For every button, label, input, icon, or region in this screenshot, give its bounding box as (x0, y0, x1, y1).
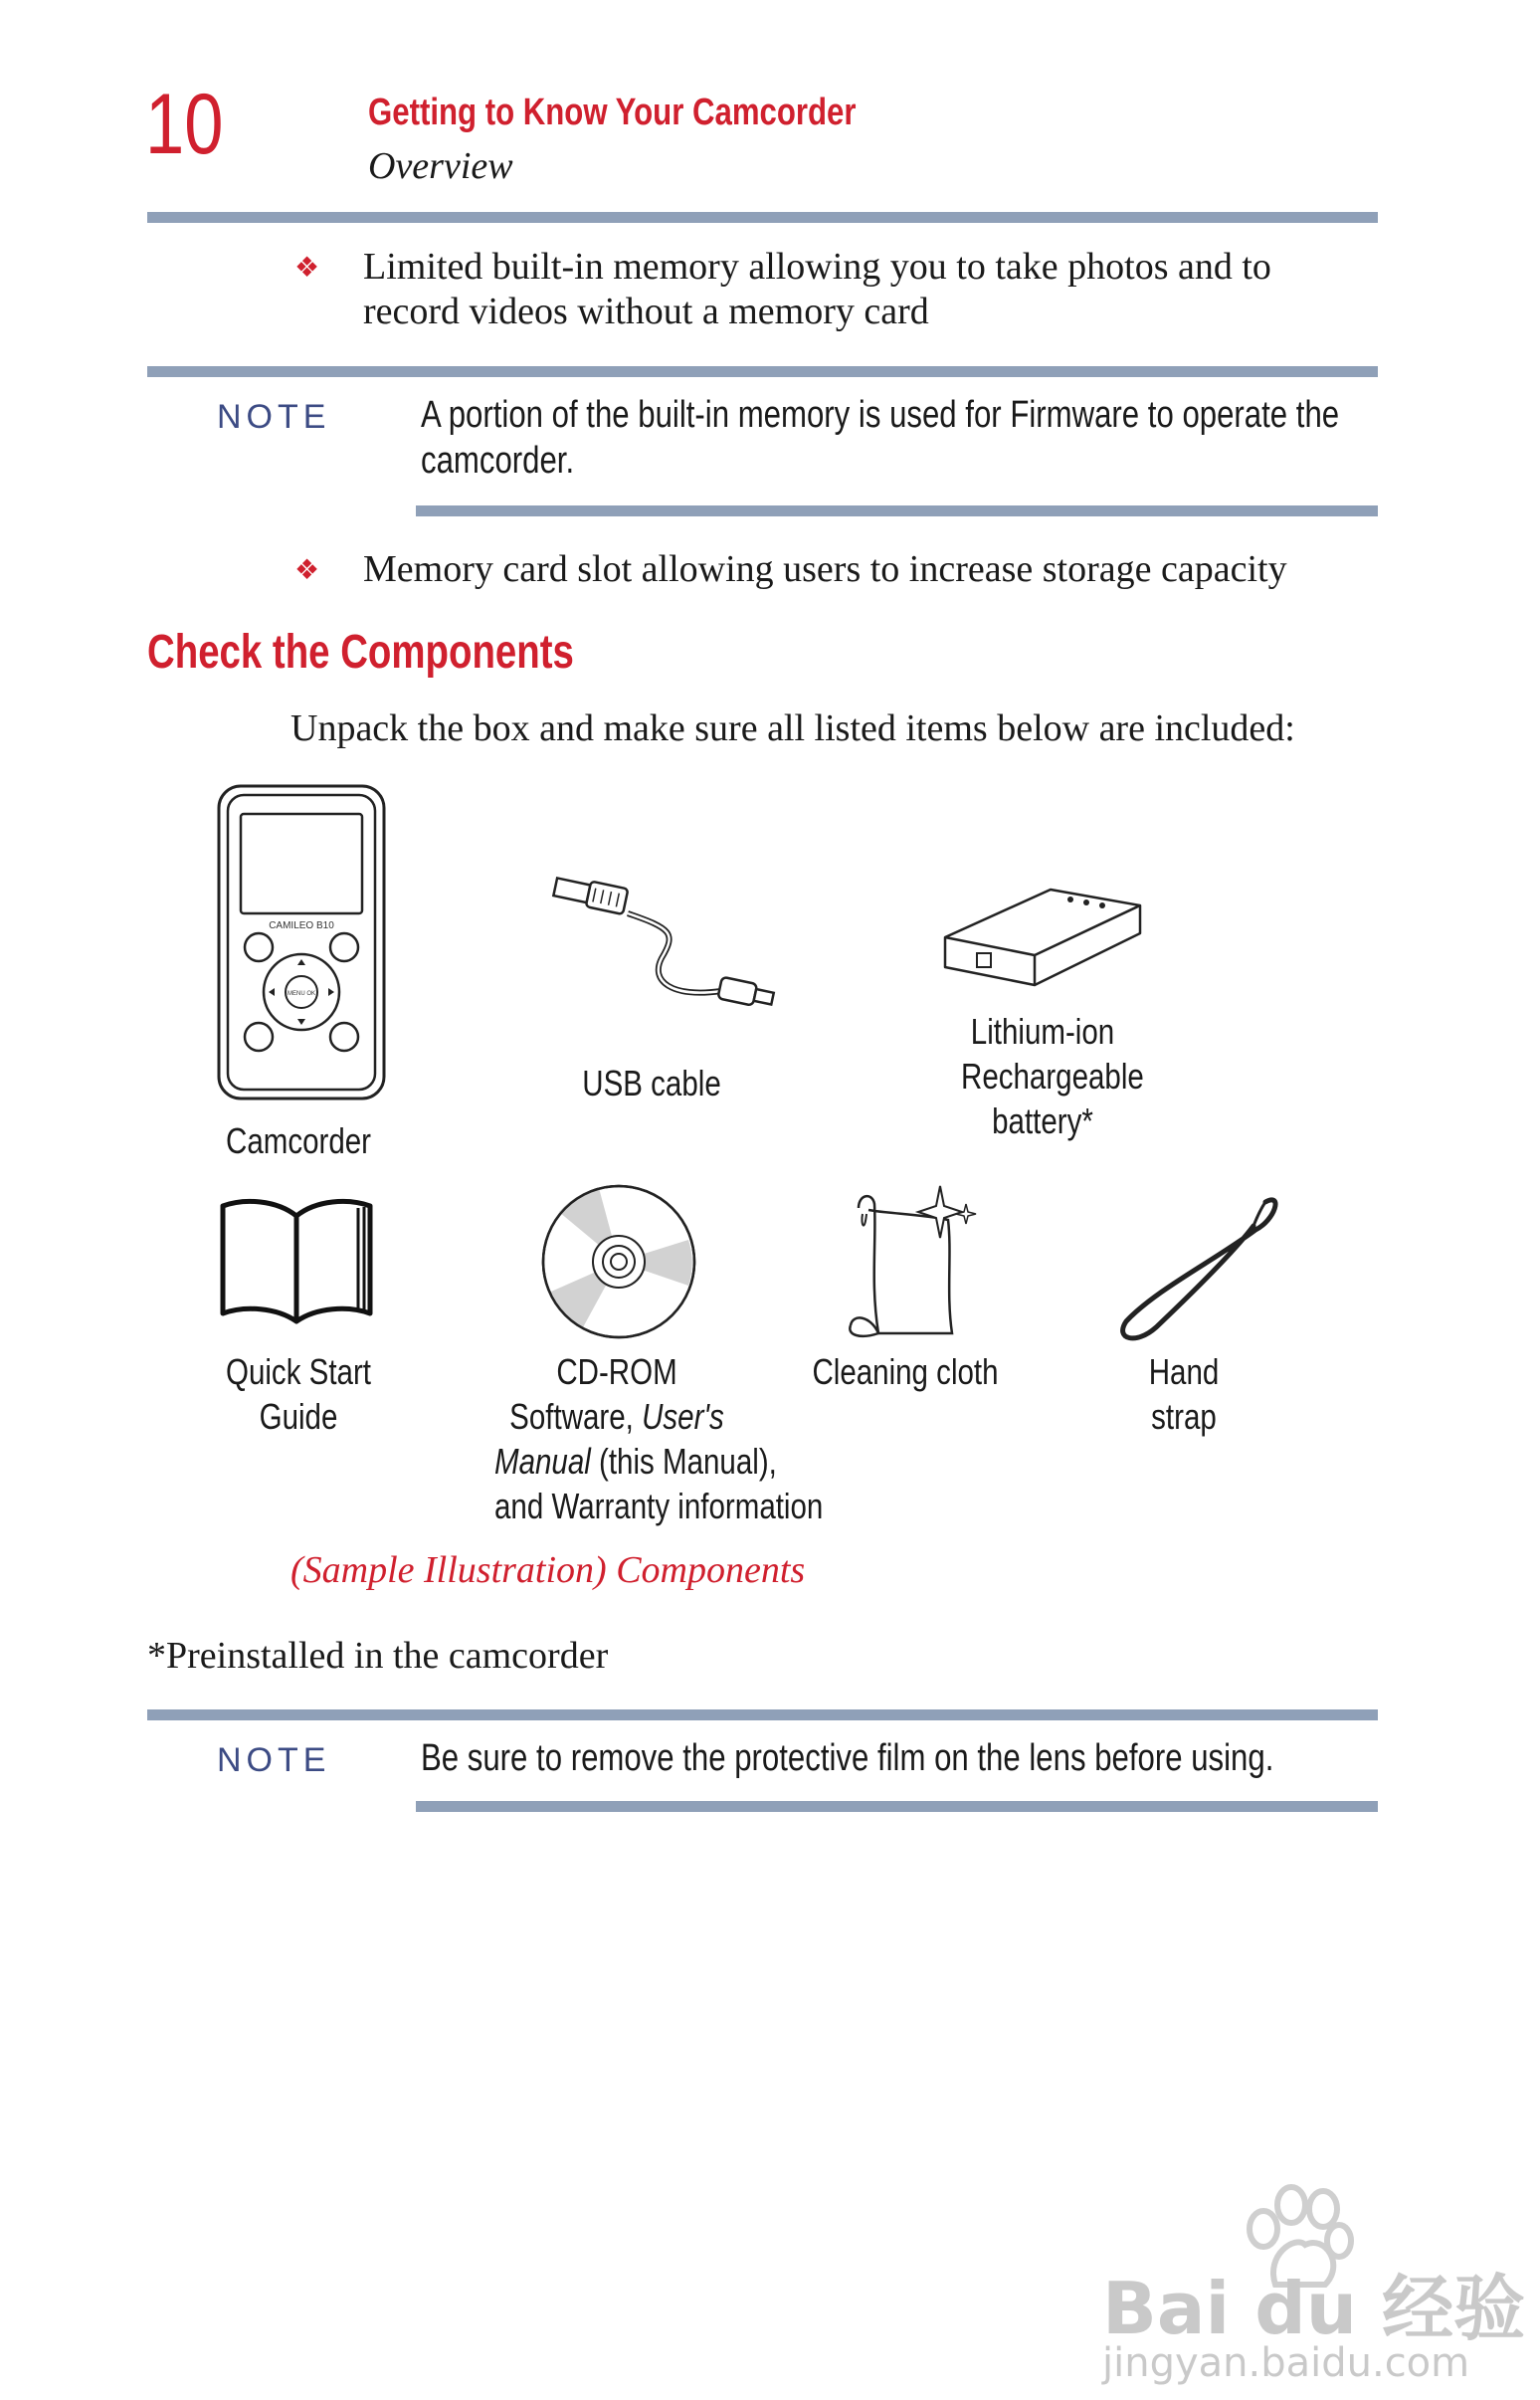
quick-start-guide-illustration (217, 1192, 376, 1325)
battery-illustration (941, 886, 1145, 995)
bullet-marker-icon: ❖ (294, 253, 320, 284)
note-line: A portion of the built-in memory is used for Firmware to operate the (421, 394, 1340, 436)
caption-line: CD-ROM (556, 1351, 677, 1392)
caption-camcorder (217, 1118, 380, 1163)
caption-italic-text: Manual (494, 1441, 591, 1482)
note-top-rule (147, 1709, 1378, 1720)
caption-line: strap (1151, 1396, 1217, 1437)
caption-line (494, 1439, 777, 1484)
caption-line (494, 1394, 739, 1439)
page-number: 10 (145, 77, 224, 172)
caption-line: Camcorder (225, 1120, 372, 1161)
section-title: Overview (368, 145, 513, 187)
caption-usb-cable (570, 1061, 733, 1105)
note-text (421, 392, 1340, 484)
figure-caption: (Sample Illustration) Components (290, 1549, 806, 1591)
hand-strap-illustration (1116, 1190, 1285, 1349)
camcorder-illustration (217, 784, 386, 1100)
caption-italic-text: User's (642, 1396, 724, 1437)
caption-cleaning-cloth (799, 1349, 1011, 1394)
caption-line: battery* (992, 1100, 1093, 1141)
bullet-text: Memory card slot allowing users to increase storage capacity (363, 548, 1287, 590)
bullet-marker-icon: ❖ (294, 555, 320, 586)
caption-hand-strap (1102, 1349, 1265, 1439)
bullet-line: Limited built-in memory allowing you to take photos and to (363, 246, 1271, 288)
caption-text: (this Manual), (590, 1441, 777, 1482)
intro-text: Unpack the box and make sure all listed items below are included: (290, 707, 1295, 749)
usb-cable-illustration (552, 874, 781, 1013)
caption-line: Lithium-ion (970, 1011, 1115, 1052)
cd-rom-illustration (539, 1182, 698, 1341)
caption-quick-start-guide (217, 1349, 380, 1439)
camcorder-model-text: CAMILEO B10 (269, 920, 334, 931)
caption-line: Cleaning cloth (812, 1351, 999, 1392)
caption-cd-rom (494, 1349, 824, 1528)
caption-line: Hand (1148, 1351, 1220, 1392)
watermark-brand: Bai du 经验 (1102, 2267, 1526, 2350)
cleaning-cloth-illustration (841, 1184, 980, 1343)
caption-line: Guide (259, 1396, 338, 1437)
note-line: camcorder. (421, 440, 575, 482)
note-bottom-rule (416, 505, 1378, 516)
bullet-line: record videos without a memory card (363, 291, 929, 332)
note-text: Be sure to remove the protective film on the lens before using. (421, 1737, 1274, 1779)
footnote: *Preinstalled in the camcorder (147, 1635, 609, 1677)
caption-line: Rechargeable (961, 1056, 1144, 1097)
note-label: NOTE (217, 1741, 331, 1779)
note-top-rule (147, 366, 1378, 377)
chapter-title: Getting to Know Your Camcorder (368, 92, 857, 133)
note-bottom-rule (416, 1801, 1378, 1812)
note-label: NOTE (217, 398, 331, 436)
bullet-text (363, 245, 1271, 334)
section-heading: Check the Components (147, 626, 574, 679)
caption-line: Quick Start (225, 1351, 372, 1392)
header-rule (147, 212, 1378, 223)
caption-line: and Warranty information (494, 1486, 824, 1526)
caption-battery (961, 1009, 1144, 1143)
caption-text: Software, (509, 1396, 643, 1437)
camcorder-menu-text: MENU OK (287, 991, 316, 997)
caption-line: USB cable (582, 1063, 721, 1103)
watermark-url: jingyan.baidu.com (1102, 2340, 1470, 2386)
